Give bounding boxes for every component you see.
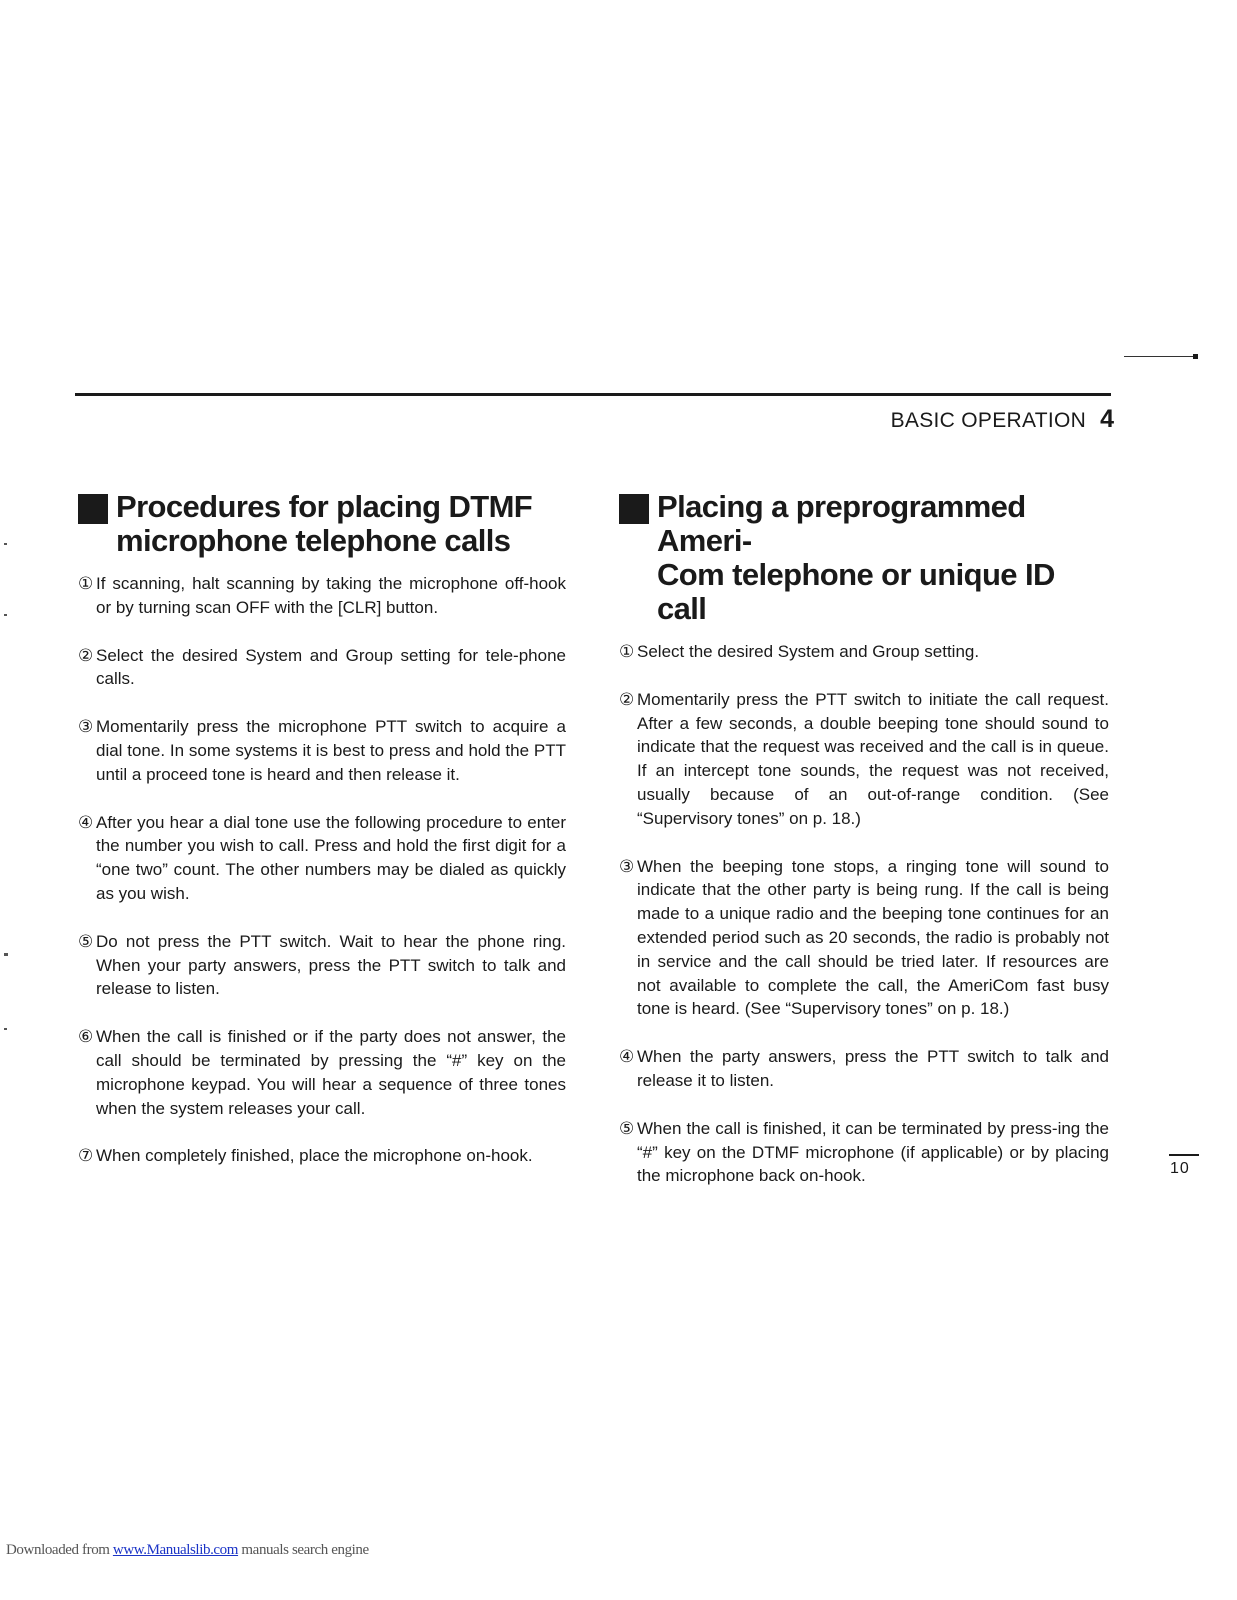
list-item <box>78 715 566 786</box>
list-item <box>78 930 566 1001</box>
step-text: When completely finished, place the microphone on-hook. <box>96 1146 533 1166</box>
section-title-text <box>657 490 1109 626</box>
step-number: ④ <box>78 812 94 832</box>
section-title-dtmf <box>78 490 566 558</box>
footer-suffix: manuals search engine <box>238 1542 369 1558</box>
step-text: Do not press the PTT switch. Wait to hear the phone ring. When your party answers, press the PTT switch to talk and release to listen. <box>96 931 566 999</box>
step-number: ⑦ <box>78 1146 94 1166</box>
step-number: ⑤ <box>619 1118 635 1138</box>
step-text: When the party answers, press the PTT switch to talk and release it to listen. <box>637 1047 1109 1090</box>
list-item <box>78 1144 566 1168</box>
edge-mark <box>4 543 7 545</box>
list-item <box>78 1025 566 1120</box>
step-text: Momentarily press the PTT switch to initiate the call request. After a few seconds, a double beeping tone should sound to indicate that the request was received and the call is in queue. If an intercept tone sounds, the request was not received, usually because of an out-of-range condition. (See “Supervisory tones” on p. 18.) <box>637 689 1109 828</box>
section-title-line: microphone telephone calls <box>116 523 511 558</box>
chapter-title: BASIC OPERATION <box>890 409 1087 432</box>
americom-steps-list <box>619 640 1109 1188</box>
list-item <box>78 811 566 906</box>
section-title-americom <box>619 490 1109 626</box>
step-number: ② <box>619 689 635 709</box>
list-item <box>619 1117 1109 1188</box>
section-title-text <box>116 490 532 558</box>
edge-mark <box>4 614 7 616</box>
list-item <box>619 1045 1109 1093</box>
right-column <box>619 490 1109 1212</box>
list-item <box>619 688 1109 831</box>
step-text: When the call is finished, it can be terminated by press-ing the “#” key on the DTMF microphone (if applicable) or by placing the microphone back on-hook. <box>637 1118 1109 1186</box>
step-text: If scanning, halt scanning by taking the microphone off-hook or by turning scan OFF with the [CLR] button. <box>96 574 566 617</box>
list-item <box>78 572 566 620</box>
left-column <box>78 490 566 1192</box>
list-item <box>619 640 1109 664</box>
step-text: When the call is finished or if the party does not answer, the call should be terminated by pressing the “#” key on the microphone keypad. You will hear a sequence of three tones when the system releases your call. <box>96 1027 566 1118</box>
step-text: After you hear a dial tone use the following procedure to enter the number you wish to call. Press and hold the first digit for a “one two” count. The other numbers may be dialed as quickly as you wish. <box>96 812 566 903</box>
step-number: ③ <box>619 856 635 876</box>
chapter-header <box>891 405 1114 434</box>
manualslib-link[interactable]: www.Manualslib.com <box>112 1542 239 1558</box>
chapter-number: 4 <box>1100 405 1114 433</box>
page-number-rule <box>1169 1154 1199 1156</box>
corner-crop-mark <box>1124 356 1194 357</box>
list-item <box>619 855 1109 1022</box>
step-number: ③ <box>78 717 94 737</box>
page-number: 10 <box>1170 1160 1190 1177</box>
step-number: ① <box>78 574 94 593</box>
edge-mark <box>4 953 8 956</box>
section-bullet-icon <box>619 494 649 524</box>
step-number: ⑤ <box>78 931 94 951</box>
list-item <box>78 644 566 692</box>
dtmf-steps-list <box>78 572 566 1168</box>
step-number: ⑥ <box>78 1027 94 1047</box>
edge-mark <box>4 1028 7 1030</box>
step-number: ② <box>78 645 94 665</box>
step-number: ④ <box>619 1047 635 1067</box>
section-bullet-icon <box>78 494 108 524</box>
header-rule <box>75 393 1111 396</box>
section-title-line: Procedures for placing DTMF <box>116 489 533 524</box>
step-text: Select the desired System and Group setting for tele-phone calls. <box>96 645 566 689</box>
section-title-line: Com telephone or unique ID call <box>657 557 1055 626</box>
step-text: Momentarily press the microphone PTT switch to acquire a dial tone. In some systems it is best to press and hold the PTT until a proceed tone is heard and then release it. <box>96 717 566 784</box>
section-title-line: Placing a preprogrammed Ameri- <box>657 489 1026 558</box>
step-text: When the beeping tone stops, a ringing tone will sound to indicate that the other party is being rung. If the call is being made to a unique radio and the beeping tone continues for an extended period such as 20 seconds, the radio is probably not in service and the call should be tried later. If resources are not available to complete the call, the AmeriCom fast busy tone is heard. (See “Supervisory tones” on p. 18.) <box>637 856 1109 1019</box>
step-text: Select the desired System and Group setting. <box>637 642 980 661</box>
footer-prefix: Downloaded from <box>6 1542 113 1558</box>
step-number: ① <box>619 642 635 661</box>
footer <box>6 1542 369 1559</box>
